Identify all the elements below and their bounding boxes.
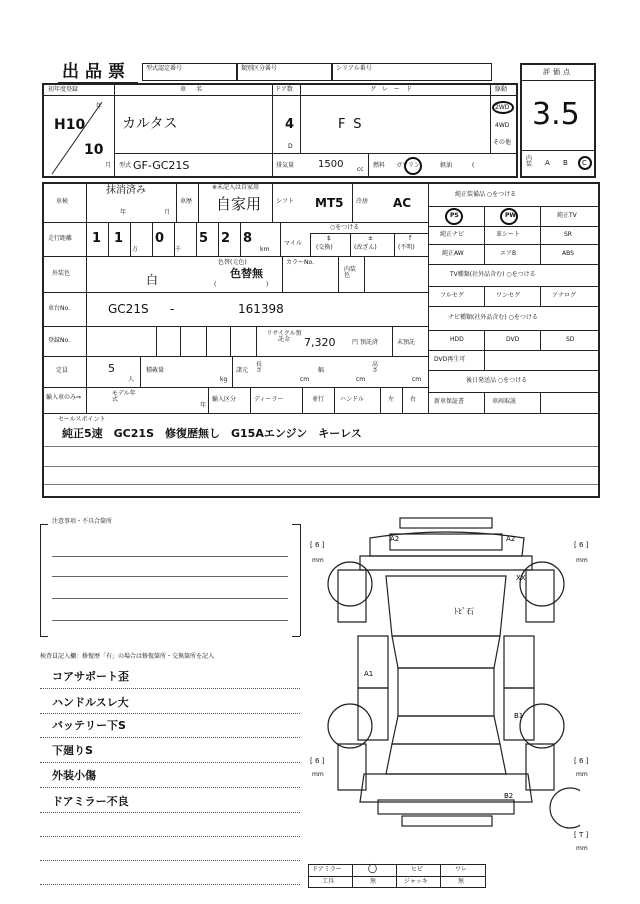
navi-type-header: ナビ種類(社外品含む) ○をつける: [448, 314, 538, 321]
capacity-value: 5: [108, 362, 115, 375]
dvd-play: DVD再生可: [434, 356, 466, 363]
rear-left-wheel: [328, 704, 372, 748]
car-name-value: カルタス: [122, 116, 178, 132]
first-reg-label: 初年度登録: [48, 86, 79, 93]
recycle-unit: 円: [352, 339, 359, 346]
doors-unit: D: [288, 143, 293, 150]
door-mirror-value: 〇: [368, 865, 378, 875]
car-name-label: 車名: [180, 86, 213, 93]
interior-label: 内装: [526, 155, 533, 168]
front-bumper: [400, 518, 492, 528]
mileage-unknown-sym: f: [409, 235, 412, 242]
capacity-unit: 人: [128, 376, 135, 383]
tread-spare-mm: mm: [576, 845, 588, 852]
first-reg-year: H10: [54, 117, 86, 133]
mileage-unknown: (不明): [398, 244, 415, 251]
interior-b: B: [563, 159, 568, 167]
option-tv: 純正TV: [557, 212, 577, 219]
code-a1: A1: [364, 670, 374, 678]
mileage-sen: 千: [175, 246, 182, 253]
inspector-label: 検査員記入欄：修復歴「有」の場合は修復箇所・交換箇所を記入: [40, 653, 215, 660]
inspection-year: 年: [120, 209, 127, 216]
year-unit: 年: [96, 103, 103, 110]
mileage-tamper: (改ざん): [354, 244, 377, 251]
import-label: 輸入車のみ⇒: [46, 394, 82, 401]
later-warranty: 新車保証書: [434, 398, 465, 405]
navi-dvd: DVD: [506, 336, 520, 343]
later-header: 後日発送品 ○をつける: [466, 377, 528, 384]
options-header: 純正装備品 ○をつける: [455, 191, 517, 198]
fuel-diesel: 軽油: [440, 162, 453, 169]
grade-label: グレード: [370, 86, 419, 93]
mileage-circle-note: ○をつける: [330, 224, 360, 231]
car-diagram: [318, 512, 580, 854]
color-no-label: カラーNo.: [286, 259, 314, 266]
option-sr: SR: [564, 231, 572, 238]
option-ps: PS: [450, 212, 459, 219]
recycle-label: リサイクル預託金: [266, 330, 302, 343]
shift-label: シフト: [276, 198, 295, 205]
note-item-6: ドアミラー不良: [52, 795, 129, 808]
recycle-deposited: 預託済: [360, 339, 379, 346]
left-fender-front: [338, 570, 366, 622]
load-label: 積載量: [146, 367, 165, 374]
sales-value: 純正5速 GC21S 修復歴無し G15Aエンジン キーレス: [62, 427, 362, 440]
tread-rl: [ 6 ]: [310, 757, 325, 765]
notes-label: 注意事項・不具合箇所: [52, 518, 113, 525]
jack-value: 無: [458, 878, 465, 885]
tv-type-header: TV種類(社外品含む) ○をつける: [450, 271, 536, 278]
windshield: [392, 636, 500, 668]
mileage-man: 万: [132, 246, 139, 253]
displacement-value: 1500: [318, 159, 344, 170]
mileage-label: 走行距離: [48, 235, 73, 242]
import-dealer: ディーラー: [254, 396, 284, 403]
page-title: 出品票: [62, 62, 131, 82]
load-unit: kg: [220, 376, 228, 383]
drive-label: 駆動: [495, 86, 508, 93]
right-rear-fender: [526, 744, 554, 790]
fuel-gas-circle: [404, 157, 422, 175]
repaint-value: 色替無: [230, 267, 263, 280]
grille: [390, 534, 502, 550]
history-value: 自家用: [216, 195, 262, 213]
mileage-exchange-sym: $: [327, 235, 331, 242]
option-leather: 革シート: [496, 231, 521, 238]
ac-value: AC: [393, 196, 412, 210]
tread-fr-mm: mm: [576, 557, 588, 564]
registration-label: 登録No.: [48, 337, 70, 344]
handle-right: 右: [410, 396, 417, 403]
interior-a: A: [545, 159, 550, 167]
code-b1: B1: [514, 712, 524, 720]
tread-fr: [ 6 ]: [574, 541, 589, 549]
history-label: 車歴: [180, 198, 193, 205]
option-pw: PW: [505, 212, 517, 219]
type-cert-label: 型式認定番号: [146, 65, 183, 72]
left-front-door: [358, 636, 388, 688]
note-item-3: バッテリー下S: [52, 719, 126, 732]
tread-spare: [ T ]: [574, 831, 589, 839]
history-note: ※未記入は自家用: [212, 184, 260, 191]
tread-rr-mm: mm: [576, 771, 588, 778]
chassis-prefix: GC21S: [108, 302, 149, 316]
capacity-label: 定員: [56, 367, 69, 374]
left-rear-fender: [338, 744, 366, 790]
interior-color-label: 内装色: [344, 266, 357, 279]
crack-label: ヒビ: [411, 866, 424, 873]
inspection-month: 月: [164, 209, 171, 216]
height-label: 高さ: [372, 361, 379, 374]
fuel-gas: ガソリン: [396, 162, 421, 169]
height-cm: cm: [412, 376, 422, 383]
navi-sd: SD: [566, 336, 575, 343]
model-label: 型式: [119, 162, 132, 169]
import-parallel: 並行: [312, 396, 325, 403]
repaint-paren-close: ): [266, 281, 269, 288]
left-rear-door: [358, 688, 388, 740]
displacement-label: 排気量: [276, 162, 295, 169]
tv-oneseg: ワンセグ: [496, 292, 521, 299]
tools-value: 無: [370, 878, 377, 885]
note-item-4: 下廻りS: [52, 744, 93, 757]
width-label: 幅: [318, 367, 325, 374]
length-cm: cm: [300, 376, 310, 383]
code-stone: ﾄﾋﾞ石: [454, 607, 474, 616]
category-label: 類別区分番号: [241, 65, 278, 72]
door-mirror-label: ドアミラー: [312, 866, 342, 873]
code-xx: XX: [516, 574, 526, 582]
month-unit: 月: [105, 162, 112, 169]
first-reg-month: 10: [84, 142, 104, 158]
width-cm: cm: [356, 376, 366, 383]
tv-analog: アナログ: [552, 292, 577, 299]
recycle-value: 7,320: [304, 336, 336, 349]
rear-step: [402, 816, 492, 826]
length-label: 長さ: [256, 361, 263, 374]
chassis-label: 車台No.: [48, 305, 70, 312]
dims-label: 諸元: [236, 367, 249, 374]
code-b2: B2: [504, 792, 514, 800]
note-item-2: ハンドルスレ大: [52, 696, 129, 709]
right-fender-front: [526, 570, 554, 622]
mileage-km: km: [260, 246, 270, 253]
displacement-unit: cc: [357, 166, 364, 173]
fuel-paren: (: [472, 162, 475, 169]
option-airbag: エアB: [500, 250, 517, 257]
drive-2wd-circle: [492, 101, 514, 114]
interior-c-circle: [578, 156, 592, 170]
repaint-label: 色替(元色): [218, 259, 247, 266]
grade-value: FS: [338, 117, 370, 132]
mileage-digit-6: 8: [243, 231, 253, 246]
spare-wheel: [550, 788, 580, 828]
trunk: [386, 744, 506, 774]
tread-fl: [ 6 ]: [310, 541, 325, 549]
handle-label: ハンドル: [340, 396, 365, 403]
roof: [398, 668, 494, 716]
navi-hdd: HDD: [450, 336, 464, 343]
option-navi: 純正ナビ: [440, 231, 465, 238]
drive-4wd: 4WD: [495, 122, 510, 129]
shift-value: MT5: [315, 196, 344, 210]
note-item-5: 外装小傷: [52, 769, 96, 782]
rating-label: 評価点: [543, 68, 573, 76]
mileage-digit-3: 0: [155, 231, 165, 246]
mileage-digit-4: 5: [199, 231, 209, 246]
handle-left: 左: [388, 396, 395, 403]
chassis-number: 161398: [238, 302, 284, 316]
break-label: ワレ: [455, 866, 468, 873]
right-front-door: [504, 636, 534, 688]
model-year-unit: 年: [200, 402, 207, 409]
radiator-support: [360, 556, 532, 570]
model-value: GF-GC21S: [133, 159, 190, 172]
tv-fullseg: フルセグ: [440, 292, 464, 299]
color-value: 白: [146, 273, 159, 287]
mileage-mile: マイル: [284, 240, 302, 247]
color-label: 外装色: [52, 270, 71, 277]
front-left-wheel: [328, 562, 372, 606]
mileage-tamper-sym: ±: [368, 235, 374, 242]
chassis-dash: -: [170, 302, 175, 316]
rear-window: [392, 716, 500, 744]
model-year-label: モデル年式: [112, 390, 136, 403]
mileage-digit-5: 2: [221, 231, 231, 246]
option-pw-circle: [500, 208, 518, 225]
date-slash: [44, 96, 114, 178]
repaint-paren-open: (: [214, 281, 217, 288]
note-item-1: コアサポート歪: [52, 670, 129, 683]
code-a2-left: A2: [390, 535, 400, 543]
import-category-label: 輸入区分: [212, 396, 237, 403]
ac-label: 冷房: [356, 198, 369, 205]
interior-c: C: [582, 159, 587, 167]
code-a2-right: A2: [506, 535, 516, 543]
rating-value: 3.5: [532, 97, 580, 132]
mileage-exchange: (交換): [316, 244, 333, 251]
jack-label: ジャッキ: [404, 878, 428, 885]
rear-right-wheel: [520, 704, 564, 748]
option-abs: ABS: [562, 250, 574, 257]
later-manual: 車両取説: [492, 398, 517, 405]
tread-rr: [ 6 ]: [574, 757, 589, 765]
option-ps-circle: [445, 208, 463, 225]
tread-fl-mm: mm: [312, 557, 324, 564]
sales-label: セールスポイント: [58, 416, 106, 423]
fuel-label: 燃料: [373, 162, 386, 169]
hood: [386, 576, 506, 636]
doors-value: 4: [285, 117, 295, 132]
mileage-digit-2: 1: [114, 231, 124, 246]
doors-label: ドア数: [275, 86, 293, 93]
tread-rl-mm: mm: [312, 771, 324, 778]
mileage-digit-1: 1: [92, 231, 102, 246]
inspection-label: 車検: [56, 198, 69, 205]
tools-label: 工具: [322, 878, 335, 885]
drive-other: その他: [493, 139, 512, 146]
inspection-value: 抹消済み: [106, 185, 146, 196]
serial-label: シリアル番号: [336, 65, 372, 72]
drive-2wd: 2WD: [495, 104, 510, 111]
recycle-not-deposited: 未預託: [397, 339, 416, 346]
option-aw: 純正AW: [442, 250, 464, 257]
